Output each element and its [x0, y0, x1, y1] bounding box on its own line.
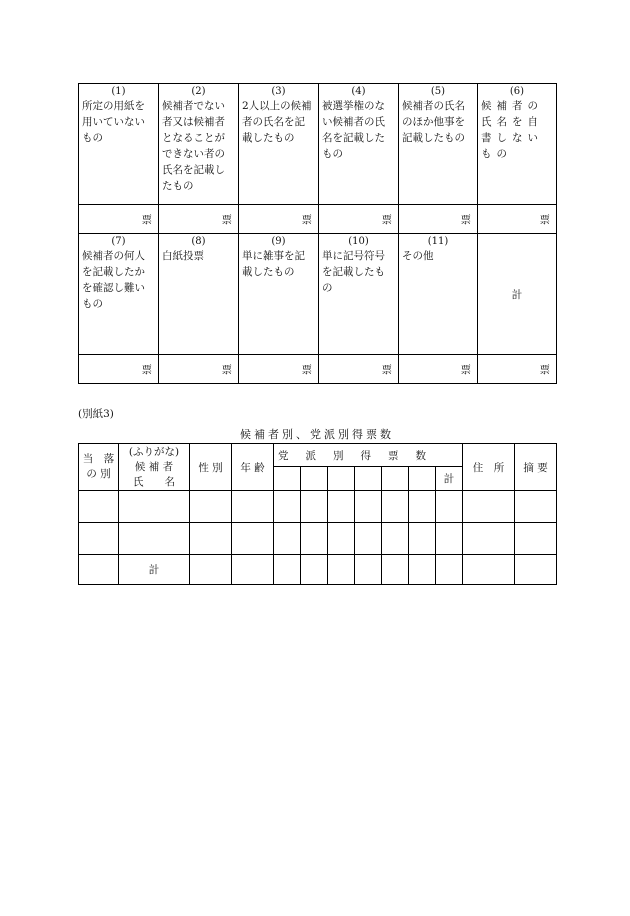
- category-row-2: [79, 234, 557, 355]
- total-row: [79, 555, 557, 585]
- vote-count-cell: 票: [399, 355, 478, 384]
- category-number: (1): [111, 86, 126, 97]
- candidate-header: [119, 444, 190, 491]
- category-cell-1: [79, 84, 159, 205]
- vote-count-row-1: [79, 205, 557, 234]
- party-column: [274, 467, 301, 491]
- category-number: (6): [509, 86, 525, 97]
- category-cell-9: [239, 234, 319, 355]
- category-cell-5: [399, 84, 478, 205]
- vote-count-cell: 票: [319, 355, 399, 384]
- vote-count-cell: 票: [478, 205, 557, 234]
- category-number: (9): [271, 236, 286, 247]
- category-description: 候補者の何人を記載したかを確認し難いもの: [82, 250, 145, 310]
- category-number: (7): [111, 236, 126, 247]
- vote-count-cell: 票: [319, 205, 399, 234]
- category-number: (2): [191, 86, 206, 97]
- category-description: 候補者の氏名のほか他事を記載したもの: [402, 100, 465, 144]
- category-description: 候補者の氏名を自書しないもの: [481, 100, 543, 160]
- category-description: 候補者でない者又は候補者となることができない者の氏名を記載したもの: [162, 100, 225, 192]
- table-row: [79, 523, 557, 555]
- category-cell-4: [319, 84, 399, 205]
- party-votes-header-text: 党派別得票数: [278, 449, 443, 462]
- party-votes-header: [274, 444, 463, 467]
- candidate-header-line2: 氏 名: [133, 475, 175, 488]
- candidate-votes-table: [78, 443, 557, 585]
- category-description: 所定の用紙を用いていないもの: [82, 100, 145, 144]
- category-cell-3: [239, 84, 319, 205]
- elected-header: [79, 444, 119, 491]
- appendix-label: (別紙3): [78, 408, 114, 420]
- category-number: (10): [348, 236, 369, 247]
- gender-header: 性 別: [190, 444, 232, 491]
- header-row: [79, 444, 557, 467]
- vote-count-cell: 票: [478, 355, 557, 384]
- address-header: 住 所: [463, 444, 515, 491]
- category-row-1: [79, 84, 557, 205]
- category-number: (4): [351, 86, 366, 97]
- table-title: 候補者別、党派別得票数: [240, 428, 394, 441]
- party-column: [382, 467, 409, 491]
- category-number: (5): [430, 86, 446, 97]
- vote-count-cell: 票: [239, 205, 319, 234]
- category-description: 単に記号符号を記載したもの: [322, 250, 385, 294]
- category-cell-8: [159, 234, 239, 355]
- candidate-header-line1: 候 補 者: [134, 460, 174, 473]
- category-number: (11): [427, 236, 449, 247]
- category-cell-10: [319, 234, 399, 355]
- vote-count-cell: 票: [399, 205, 478, 234]
- vote-count-row-2: [79, 355, 557, 384]
- vote-count-cell: 票: [159, 355, 239, 384]
- remarks-header: 摘 要: [515, 444, 557, 491]
- elected-header-line2: の 別: [86, 468, 111, 480]
- table-row: [79, 491, 557, 523]
- vote-count-cell: 票: [159, 205, 239, 234]
- total-label-cell: 計: [478, 234, 557, 355]
- party-column: [355, 467, 382, 491]
- vote-count-cell: 票: [79, 355, 159, 384]
- party-column: [301, 467, 328, 491]
- category-cell-2: [159, 84, 239, 205]
- category-number: (3): [271, 86, 286, 97]
- category-cell-7: [79, 234, 159, 355]
- vote-count-cell: 票: [239, 355, 319, 384]
- vote-count-cell: 票: [79, 205, 159, 234]
- category-description: 被選挙権のない候補者の氏名を記載したもの: [322, 100, 385, 160]
- invalid-votes-table: [78, 83, 557, 384]
- category-number: (8): [191, 236, 206, 247]
- party-total-header: 計: [436, 467, 463, 491]
- furigana-label: (ふりがな): [128, 445, 180, 458]
- category-description: 2人以上の候補者の氏名を記載したもの: [242, 100, 312, 144]
- party-column: [409, 467, 436, 491]
- age-header: 年 齢: [232, 444, 274, 491]
- category-description: 単に雑事を記載したもの: [242, 250, 305, 278]
- category-description: その他: [402, 250, 434, 262]
- party-column: [328, 467, 355, 491]
- category-cell-11: [399, 234, 478, 355]
- total-label: 計: [119, 555, 190, 585]
- category-description: 白紙投票: [162, 250, 204, 262]
- elected-header-line1: 当 落: [82, 453, 115, 465]
- category-cell-6: [478, 84, 557, 205]
